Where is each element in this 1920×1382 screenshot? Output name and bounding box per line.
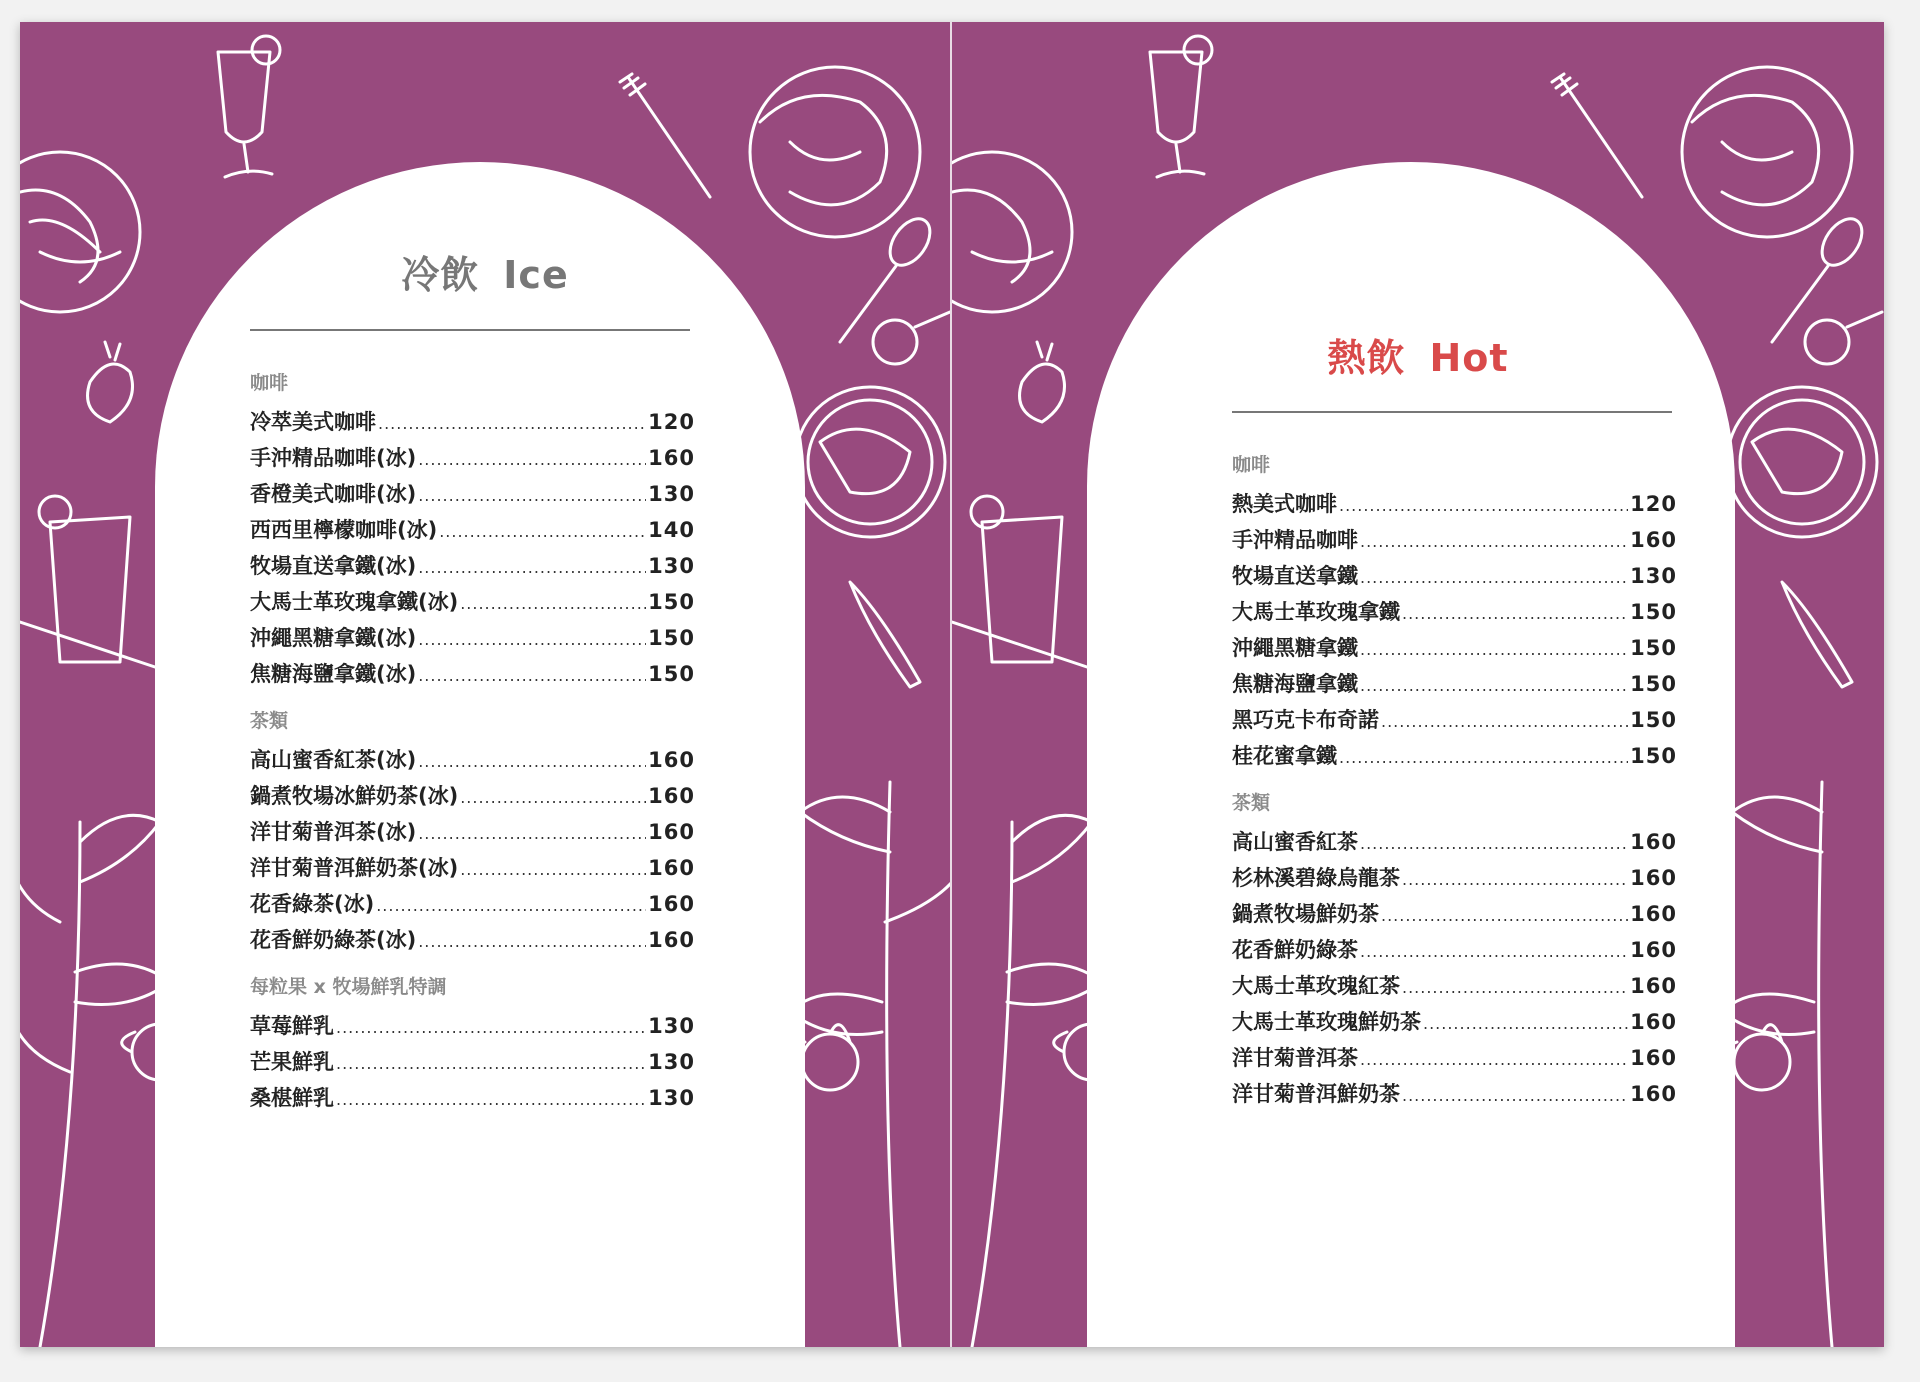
item-price: 150 xyxy=(1630,636,1677,660)
title-divider xyxy=(250,329,690,331)
item-price: 150 xyxy=(1630,744,1677,768)
magnifier-icon xyxy=(873,312,950,364)
item-name: 芒果鮮乳 xyxy=(250,1050,334,1074)
title-en: Hot xyxy=(1429,336,1509,380)
item-price: 130 xyxy=(648,482,695,506)
item-name: 香橙美式咖啡(冰) xyxy=(250,482,417,506)
item-name: 手沖精品咖啡 xyxy=(1232,528,1358,552)
dot-leader xyxy=(1339,488,1628,524)
menu-spread xyxy=(20,22,1884,1347)
title-zh: 冷飲 xyxy=(401,253,480,297)
item-price: 160 xyxy=(1630,866,1677,890)
dot-leader xyxy=(1360,668,1628,704)
item-name: 花香綠茶(冰) xyxy=(250,892,375,916)
dot-leader xyxy=(376,888,646,924)
dot-leader xyxy=(1339,740,1628,776)
menu-item xyxy=(250,778,695,814)
item-price: 160 xyxy=(648,856,695,880)
item-price: 130 xyxy=(648,1014,695,1038)
dot-leader xyxy=(418,744,646,780)
item-name: 牧場直送拿鐵 xyxy=(1232,564,1358,588)
item-name: 冷萃美式咖啡 xyxy=(250,410,376,434)
dot-leader xyxy=(418,816,646,852)
dot-leader xyxy=(1360,826,1628,862)
item-price: 150 xyxy=(1630,672,1677,696)
menu-item xyxy=(1232,558,1677,594)
item-name: 熱美式咖啡 xyxy=(1232,492,1337,516)
item-name: 西西里檸檬咖啡(冰) xyxy=(250,518,438,542)
item-price: 130 xyxy=(648,1086,695,1110)
dot-leader xyxy=(418,658,646,694)
lemonade-glass-icon xyxy=(20,496,170,672)
item-name: 沖繩黑糖拿鐵 xyxy=(1232,636,1358,660)
salad-plate-icon xyxy=(750,67,920,237)
page-title xyxy=(952,327,1884,382)
item-price: 160 xyxy=(1630,528,1677,552)
strawberry-icon xyxy=(88,342,133,422)
item-name: 洋甘菊普洱茶(冰) xyxy=(250,820,417,844)
salad-plate-icon xyxy=(1682,67,1852,237)
item-name: 洋甘菊普洱鮮奶茶(冰) xyxy=(250,856,459,880)
item-price: 130 xyxy=(1630,564,1677,588)
item-name: 大馬士革玫瑰拿鐵 xyxy=(1232,600,1400,624)
item-name: 牧場直送拿鐵(冰) xyxy=(250,554,417,578)
item-price: 150 xyxy=(1630,708,1677,732)
dot-leader xyxy=(1402,862,1628,898)
item-price: 150 xyxy=(1630,600,1677,624)
item-name: 焦糖海鹽拿鐵 xyxy=(1232,672,1358,696)
menu-item xyxy=(1232,860,1677,896)
item-name: 高山蜜香紅茶 xyxy=(1232,830,1358,854)
dot-leader xyxy=(418,924,646,960)
section-heading-tea: 茶類 xyxy=(250,710,289,732)
item-price: 160 xyxy=(648,446,695,470)
item-price: 160 xyxy=(648,784,695,808)
menu-item xyxy=(250,1008,695,1044)
knife-icon xyxy=(1782,582,1852,687)
item-price: 160 xyxy=(648,820,695,844)
item-price: 130 xyxy=(648,554,695,578)
menu-item xyxy=(1232,702,1677,738)
menu-item xyxy=(250,1044,695,1080)
menu-item xyxy=(1232,1076,1677,1112)
dot-leader xyxy=(336,1046,646,1082)
menu-item xyxy=(1232,932,1677,968)
ice-menu-list xyxy=(250,370,695,1116)
item-name: 花香鮮奶綠茶(冰) xyxy=(250,928,417,952)
title-divider xyxy=(1232,411,1672,413)
plate-icon xyxy=(795,387,945,537)
menu-item xyxy=(250,1080,695,1116)
dot-leader xyxy=(418,622,646,658)
item-name: 洋甘菊普洱鮮奶茶 xyxy=(1232,1082,1400,1106)
dot-leader xyxy=(1381,704,1628,740)
dot-leader xyxy=(1381,898,1628,934)
item-name: 花香鮮奶綠茶 xyxy=(1232,938,1358,962)
menu-item xyxy=(1232,486,1677,522)
item-name: 黑巧克卡布奇諾 xyxy=(1232,708,1379,732)
item-price: 150 xyxy=(648,662,695,686)
item-name: 大馬士革玫瑰鮮奶茶 xyxy=(1232,1010,1421,1034)
item-name: 大馬士革玫瑰拿鐵(冰) xyxy=(250,590,459,614)
dot-leader xyxy=(1360,632,1628,668)
dot-leader xyxy=(460,586,646,622)
item-name: 桂花蜜拿鐵 xyxy=(1232,744,1337,768)
dot-leader xyxy=(1402,596,1628,632)
section-heading-coffee: 咖啡 xyxy=(1232,454,1271,476)
dot-leader xyxy=(1360,1042,1628,1078)
item-price: 150 xyxy=(648,590,695,614)
section-heading-fruit-milk: 每粒果 x 牧場鮮乳特調 xyxy=(250,976,447,998)
dot-leader xyxy=(336,1010,646,1046)
item-price: 160 xyxy=(1630,830,1677,854)
item-name: 焦糖海鹽拿鐵(冰) xyxy=(250,662,417,686)
item-price: 160 xyxy=(1630,902,1677,926)
menu-item xyxy=(250,620,695,656)
dot-leader xyxy=(378,406,646,442)
title-en: Ice xyxy=(503,253,569,297)
item-price: 150 xyxy=(648,626,695,650)
item-price: 120 xyxy=(648,410,695,434)
menu-item xyxy=(250,440,695,476)
item-price: 160 xyxy=(1630,938,1677,962)
menu-item xyxy=(1232,896,1677,932)
menu-item xyxy=(250,512,695,548)
item-price: 140 xyxy=(648,518,695,542)
dot-leader xyxy=(439,514,646,550)
item-price: 160 xyxy=(648,928,695,952)
section-heading-coffee: 咖啡 xyxy=(250,372,289,394)
dot-leader xyxy=(418,478,646,514)
lemonade-glass-icon xyxy=(952,496,1102,672)
item-price: 160 xyxy=(648,892,695,916)
item-price: 160 xyxy=(1630,974,1677,998)
fork-icon xyxy=(620,74,710,197)
menu-item xyxy=(1232,666,1677,702)
item-name: 沖繩黑糖拿鐵(冰) xyxy=(250,626,417,650)
dot-leader xyxy=(418,550,646,586)
menu-item xyxy=(1232,630,1677,666)
plate-icon xyxy=(1727,387,1877,537)
item-price: 120 xyxy=(1630,492,1677,516)
fork-icon xyxy=(1552,74,1642,197)
menu-item xyxy=(250,404,695,440)
menu-item xyxy=(250,476,695,512)
item-name: 鍋煮牧場鮮奶茶 xyxy=(1232,902,1379,926)
salad-bowl-icon xyxy=(952,152,1072,312)
menu-item xyxy=(250,886,695,922)
item-price: 160 xyxy=(1630,1082,1677,1106)
menu-item xyxy=(1232,1004,1677,1040)
item-price: 160 xyxy=(1630,1046,1677,1070)
item-name: 杉林溪碧綠烏龍茶 xyxy=(1232,866,1400,890)
menu-item xyxy=(250,850,695,886)
menu-item xyxy=(1232,1040,1677,1076)
item-name: 手沖精品咖啡(冰) xyxy=(250,446,417,470)
hot-drinks-page xyxy=(952,22,1884,1347)
menu-item xyxy=(250,922,695,958)
menu-item xyxy=(250,548,695,584)
menu-item xyxy=(1232,824,1677,860)
item-price: 130 xyxy=(648,1050,695,1074)
wine-glass-icon xyxy=(218,36,280,177)
dot-leader xyxy=(460,780,646,816)
menu-item xyxy=(1232,594,1677,630)
menu-item xyxy=(1232,968,1677,1004)
menu-item xyxy=(1232,738,1677,774)
dot-leader xyxy=(1360,524,1628,560)
item-name: 洋甘菊普洱茶 xyxy=(1232,1046,1358,1070)
dot-leader xyxy=(460,852,646,888)
item-name: 草莓鮮乳 xyxy=(250,1014,334,1038)
menu-item xyxy=(250,656,695,692)
dot-leader xyxy=(1402,970,1628,1006)
dot-leader xyxy=(1360,560,1628,596)
item-name: 高山蜜香紅茶(冰) xyxy=(250,748,417,772)
item-name: 鍋煮牧場冰鮮奶茶(冰) xyxy=(250,784,459,808)
dot-leader xyxy=(1360,934,1628,970)
menu-item xyxy=(250,742,695,778)
menu-item xyxy=(1232,522,1677,558)
wine-glass-icon xyxy=(1150,36,1212,177)
item-price: 160 xyxy=(648,748,695,772)
hot-menu-list xyxy=(1232,452,1677,1112)
page-title xyxy=(20,244,950,299)
item-price: 160 xyxy=(1630,1010,1677,1034)
knife-icon xyxy=(850,582,920,687)
item-name: 桑椹鮮乳 xyxy=(250,1086,334,1110)
dot-leader xyxy=(418,442,646,478)
item-name: 大馬士革玫瑰紅茶 xyxy=(1232,974,1400,998)
ice-drinks-page xyxy=(20,22,950,1347)
dot-leader xyxy=(1402,1078,1628,1114)
dot-leader xyxy=(1423,1006,1628,1042)
menu-item xyxy=(250,814,695,850)
dot-leader xyxy=(336,1082,646,1118)
section-heading-tea: 茶類 xyxy=(1232,792,1271,814)
title-zh: 熱飲 xyxy=(1327,336,1406,380)
menu-item xyxy=(250,584,695,620)
